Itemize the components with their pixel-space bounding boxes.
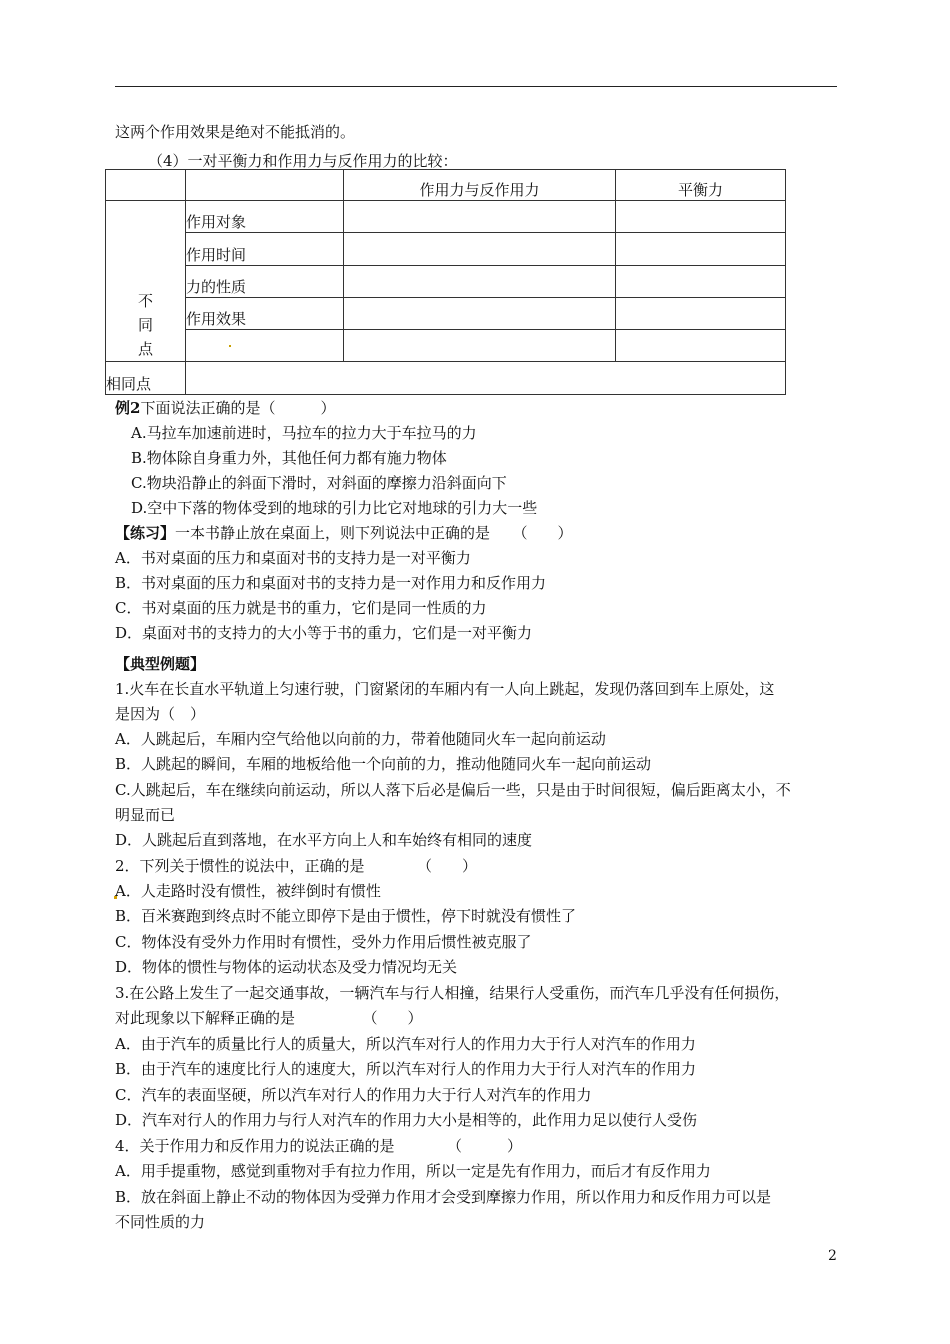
table-cell	[344, 201, 616, 233]
q3-line2: 对此现象以下解释正确的是 （ ）	[115, 1009, 423, 1027]
section4-intro: 这两个作用效果是绝对不能抵消的。	[115, 123, 356, 141]
table-cell-empty-label	[186, 330, 344, 362]
table-cell	[616, 233, 786, 266]
row-label-object: 作用对象	[186, 201, 344, 233]
table-cell	[616, 201, 786, 233]
q4-stem: 4．关于作用力和反作用力的说法正确的是 （ ）	[115, 1137, 523, 1155]
example2-question: 下面说法正确的是（ ）	[140, 399, 336, 417]
q1-option-b: B．人跳起的瞬间，车厢的地板给他一个向前的力，推动他随同火车一起向前运动	[115, 755, 652, 773]
example2-label: 例2	[115, 399, 141, 417]
q3-option-a: A．由于汽车的质量比行人的质量大，所以汽车对行人的作用力大于行人对汽车的作用力	[115, 1035, 696, 1053]
row-label-nature: 力的性质	[186, 266, 344, 298]
table-cell	[344, 298, 616, 330]
practice-option-c: C．书对桌面的压力就是书的重力，它们是同一性质的力	[115, 599, 487, 617]
col-header-action-reaction: 作用力与反作用力	[344, 170, 616, 201]
diff-label-char: 不	[137, 292, 153, 310]
typical-heading: 【典型例题】	[115, 655, 206, 673]
diff-label-cell	[106, 201, 186, 362]
row-label-effect: 作用效果	[186, 298, 344, 330]
q2-option-a: A．人走路时没有惯性，被绊倒时有惯性	[115, 882, 381, 900]
practice-question-line	[115, 523, 573, 543]
page-number: 2	[828, 1248, 837, 1264]
example2-question-line	[115, 398, 335, 418]
q1-option-d: D．人跳起后直到落地，在水平方向上人和车始终有相同的速度	[115, 831, 533, 849]
q1-option-c: C.人跳起后，车在继续向前运动，所以人落下后必是偏后一些，只是由于时间很短，偏后距离太小，不	[115, 781, 791, 799]
comparison-table	[105, 169, 786, 395]
diff-label-char: 同	[137, 316, 153, 334]
example2-option-b: B.物体除自身重力外，其他任何力都有施力物体	[131, 449, 447, 467]
q3-option-b: B．由于汽车的速度比行人的速度大，所以汽车对行人的作用力大于行人对汽车的作用力	[115, 1060, 697, 1078]
table-cell	[344, 266, 616, 298]
table-cell	[616, 298, 786, 330]
q4-option-a: A．用手提重物，感觉到重物对手有拉力作用，所以一定是先有作用力，而后才有反作用力	[115, 1162, 711, 1180]
practice-question: 一本书静止放在桌面上，则下列说法中正确的是 （ ）	[175, 524, 573, 542]
same-cell	[186, 362, 786, 395]
practice-option-b: B．书对桌面的压力和桌面对书的支持力是一对作用力和反作用力	[115, 574, 547, 592]
q3-option-c: C．汽车的表面坚硬，所以汽车对行人的作用力大于行人对汽车的作用力	[115, 1086, 592, 1104]
q3-option-d: D．汽车对行人的作用力与行人对汽车的作用力大小是相等的，此作用力足以使行人受伤	[115, 1111, 698, 1129]
table-blank-header	[186, 170, 344, 201]
speck-mark	[229, 345, 231, 347]
header-rule	[115, 86, 837, 87]
table-cell	[344, 330, 616, 362]
q3-line1: 3.在公路上发生了一起交通事故，一辆汽车与行人相撞，结果行人受重伤，而汽车几乎没有任何损伤，	[115, 984, 790, 1002]
q1-option-c-cont: 明显而已	[115, 806, 176, 824]
q1-line2: 是因为（ ）	[115, 705, 206, 723]
q1-line1: 1.火车在长直水平轨道上匀速行驶，门窗紧闭的车厢内有一人向上跳起，发现仍落回到车上原处，这	[115, 680, 775, 698]
table-cell	[344, 233, 616, 266]
practice-label: 【练习】	[115, 524, 176, 542]
practice-option-a: A．书对桌面的压力和桌面对书的支持力是一对平衡力	[115, 549, 471, 567]
q4-option-b-cont: 不同性质的力	[115, 1213, 206, 1231]
col-header-balanced-force: 平衡力	[616, 170, 786, 201]
practice-option-d: D．桌面对书的支持力的大小等于书的重力，它们是一对平衡力	[115, 624, 533, 642]
q1-option-a: A．人跳起后，车厢内空气给他以向前的力，带着他随同火车一起向前运动	[115, 730, 606, 748]
example2-option-d: D.空中下落的物体受到的地球的引力比它对地球的引力大一些	[131, 499, 538, 517]
row-label-time: 作用时间	[186, 233, 344, 266]
diff-label-char: 点	[137, 340, 153, 358]
section4-heading: （4）一对平衡力和作用力与反作用力的比较：	[148, 152, 458, 170]
example2-option-a: A.马拉车加速前进时，马拉车的拉力大于车拉马的力	[131, 424, 477, 442]
table-cell	[616, 330, 786, 362]
table-cell	[616, 266, 786, 298]
q2-stem: 2．下列关于惯性的说法中，正确的是 （ ）	[115, 857, 478, 875]
q2-option-c: C．物体没有受外力作用时有惯性，受外力作用后惯性被克服了	[115, 933, 532, 951]
q2-option-b: B．百米赛跑到终点时不能立即停下是由于惯性，停下时就没有惯性了	[115, 907, 577, 925]
q4-option-b: B．放在斜面上静止不动的物体因为受弹力作用才会受到摩擦力作用，所以作用力和反作用力可以是	[115, 1188, 772, 1206]
same-label: 相同点	[106, 362, 186, 395]
example2-option-c: C.物块沿静止的斜面下滑时，对斜面的摩擦力沿斜面向下	[131, 474, 507, 492]
q2-option-d: D．物体的惯性与物体的运动状态及受力情况均无关	[115, 958, 458, 976]
table-corner-cell	[106, 170, 186, 201]
